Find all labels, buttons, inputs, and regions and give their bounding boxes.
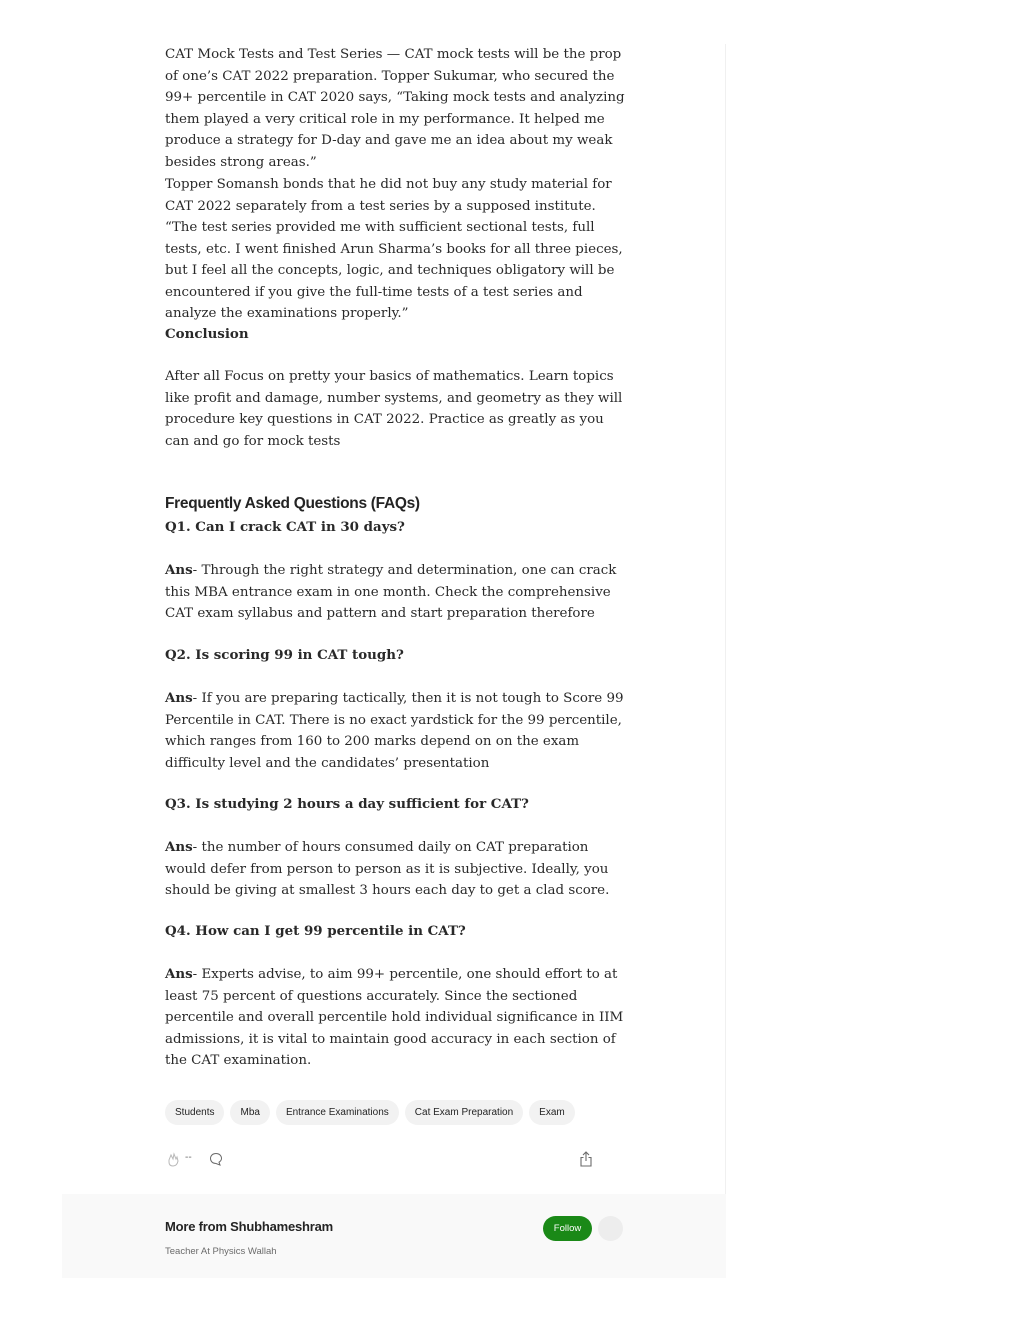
tag-mba[interactable]: Mba <box>230 1100 269 1125</box>
ans-label: Ans <box>165 690 193 706</box>
faq-question: Q2. Is scoring 99 in CAT tough? <box>165 647 404 663</box>
tag-cat-exam-preparation[interactable]: Cat Exam Preparation <box>405 1100 523 1125</box>
faq-question: Q3. Is studying 2 hours a day sufficient for CAT? <box>165 796 529 812</box>
faq-answer <box>165 688 625 774</box>
faq-answer <box>165 964 625 1072</box>
conclusion-heading: Conclusion <box>165 326 249 342</box>
paragraph-mock-tests: CAT Mock Tests and Test Series — CAT mock tests will be the prop of one’s CAT 2022 preparation. Topper Sukumar, who secured the 99+ percentile in CAT 2020 says, “Taking mock tests and analyzing them played a very critical role in my performance. It helped me produce a strategy for D-day and gave me an idea about my weak besides strong areas.” <box>165 47 625 170</box>
faq-question: Q4. How can I get 99 percentile in CAT? <box>165 923 466 939</box>
faq-answer-text: - Experts advise, to aim 99+ percentile, one should effort to at least 75 percent of questions accurately. Since the sectioned percentile and overall percentile hold individual significance in IIM admissions, it is vital to maintain good accuracy in each section of the CAT examination. <box>165 967 624 1068</box>
tag-entrance-examinations[interactable]: Entrance Examinations <box>276 1100 399 1125</box>
subscribe-email-button[interactable] <box>598 1216 623 1241</box>
tag-exam[interactable]: Exam <box>529 1100 575 1125</box>
paragraph-topper-somansh: Topper Somansh bonds that he did not buy any study material for CAT 2022 separately from a test series by a supposed institute. “The test series provided me with sufficient sectional tests, full tests, etc. I went finished Arun Sharma’s books for all three pieces, but I feel all the concepts, logic, and techniques obligatory will be encountered if you give the full-time tests of a test series and analyze the examinations properly.” <box>165 177 623 321</box>
follow-button[interactable]: Follow <box>543 1216 592 1241</box>
paragraph-conclusion: After all Focus on pretty your basics of mathematics. Learn topics like profit and damage, number systems, and geometry as they will procedure key questions in CAT 2022. Practice as greatly as you can and go for mock tests <box>165 369 623 449</box>
more-from-author-panel <box>62 1194 726 1278</box>
tag-students[interactable]: Students <box>165 1100 224 1125</box>
faq-answer <box>165 560 625 625</box>
right-column-divider <box>725 44 726 1194</box>
clap-icon[interactable] <box>165 1151 181 1167</box>
faq-heading: Frequently Asked Questions (FAQs) <box>165 495 420 512</box>
faq-question: Q1. Can I crack CAT in 30 days? <box>165 519 405 535</box>
ans-label: Ans <box>165 839 193 855</box>
more-from-title[interactable]: More from Shubhameshram <box>165 1219 334 1234</box>
ans-label: Ans <box>165 562 193 578</box>
faq-answer-text: - Through the right strategy and determination, one can crack this MBA entrance exam in one month. Check the comprehensive CAT exam syllabus and pattern and start preparation therefore <box>165 563 617 621</box>
article-actions <box>165 1150 595 1170</box>
faq-answer-text: - If you are preparing tactically, then it is not tough to Score 99 Percentile in CAT. There is no exact yardstick for the 99 percentile, which ranges from 160 to 200 marks depend on on the exam difficulty level and the candidates’ presentation <box>165 691 624 771</box>
faq-answer-text: - the number of hours consumed daily on CAT preparation would defer from person to person as it is subjective. Ideally, you should be giving at smallest 3 hours each day to get a clad score. <box>165 840 610 898</box>
comment-icon[interactable] <box>208 1151 224 1167</box>
ans-label: Ans <box>165 966 193 982</box>
tag-list <box>165 1100 575 1125</box>
share-icon[interactable] <box>578 1150 594 1168</box>
author-bio: Teacher At Physics Wallah <box>165 1246 277 1257</box>
clap-count: -- <box>185 1152 192 1163</box>
faq-answer <box>165 837 625 902</box>
